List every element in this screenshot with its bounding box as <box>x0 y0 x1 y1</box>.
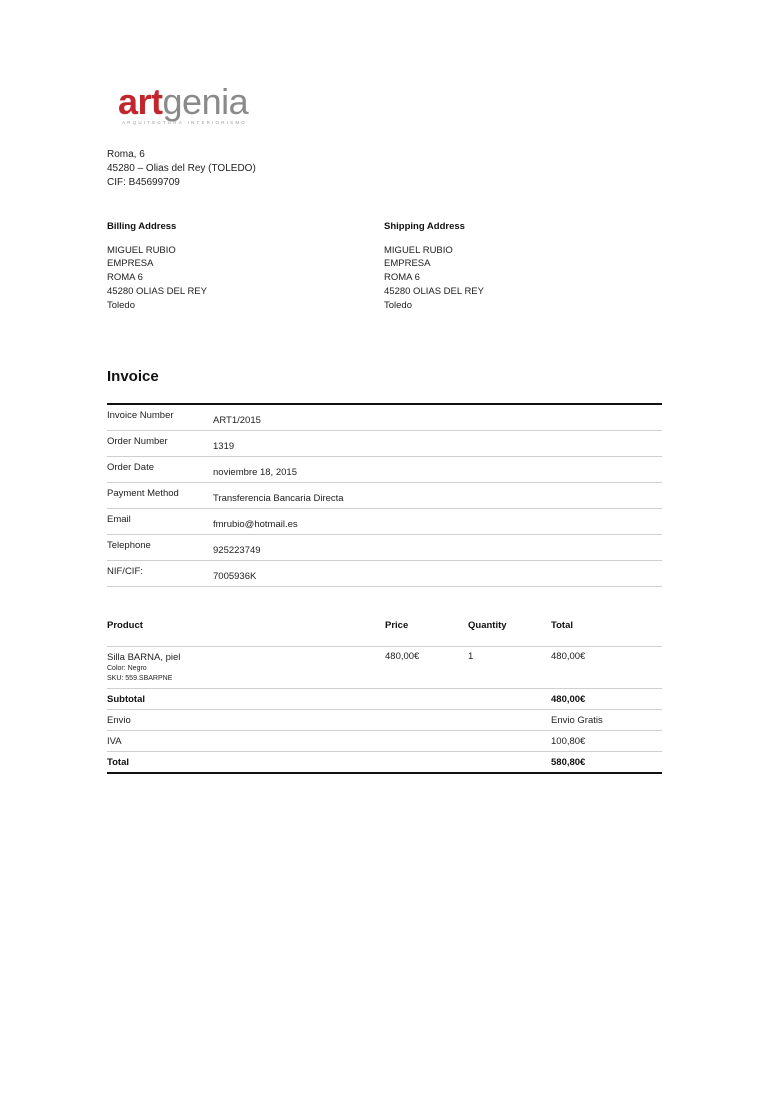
shipping-address-title: Shipping Address <box>384 221 465 232</box>
total-label: Total <box>107 756 129 768</box>
product-color: Color: Negro <box>107 665 147 672</box>
product-price: 480,00€ <box>385 651 420 662</box>
billing-address-line: EMPRESA <box>107 258 154 270</box>
store-address-line: Roma, 6 <box>107 149 145 160</box>
invoice-title: Invoice <box>107 368 159 385</box>
detail-label: Payment Method <box>107 488 179 499</box>
detail-label: NIF/CIF: <box>107 566 143 577</box>
detail-value: fmrubio@hotmail.es <box>213 519 298 530</box>
table-row <box>107 647 662 689</box>
billing-address-line: Toledo <box>107 299 135 311</box>
total-row <box>107 752 662 774</box>
detail-row-nif-cif <box>107 561 662 587</box>
shipping-address-line: EMPRESA <box>384 258 431 270</box>
detail-label: Order Number <box>107 436 168 447</box>
billing-address-line: 45280 OLIAS DEL REY <box>107 285 207 297</box>
detail-row-order-number <box>107 431 662 457</box>
detail-row-email <box>107 509 662 535</box>
total-value: 580,80€ <box>551 756 586 768</box>
detail-row-invoice-number <box>107 405 662 431</box>
product-sku: SKU: 559.SBARPNE <box>107 675 173 682</box>
subtotal-row <box>107 689 662 710</box>
header-total: Total <box>551 620 573 631</box>
shipping-row <box>107 710 662 731</box>
billing-address-line: MIGUEL RUBIO <box>107 244 176 256</box>
invoice-details-table <box>107 403 662 587</box>
header-quantity: Quantity <box>468 620 507 631</box>
detail-row-telephone <box>107 535 662 561</box>
billing-address-title: Billing Address <box>107 221 177 232</box>
billing-address-line: ROMA 6 <box>107 272 143 284</box>
product-total: 480,00€ <box>551 651 586 662</box>
tax-value: 100,80€ <box>551 735 586 747</box>
tax-label: IVA <box>107 735 122 747</box>
detail-value: 1319 <box>213 441 235 452</box>
shipping-address <box>384 220 634 312</box>
header-product: Product <box>107 620 143 631</box>
detail-value: 7005936K <box>213 571 257 582</box>
subtotal-label: Subtotal <box>107 693 145 705</box>
products-header-row <box>107 620 662 647</box>
tax-row <box>107 731 662 752</box>
shipping-label: Envio <box>107 714 131 726</box>
shipping-value: Envio Gratis <box>551 714 603 726</box>
shipping-address-line: Toledo <box>384 299 412 311</box>
detail-value: noviembre 18, 2015 <box>213 467 297 478</box>
subtotal-value: 480,00€ <box>551 693 586 705</box>
detail-label: Email <box>107 514 131 525</box>
header-price: Price <box>385 620 409 631</box>
detail-label: Invoice Number <box>107 410 174 421</box>
detail-value: 925223749 <box>213 545 261 556</box>
logo-tagline: ARQUITECTURA·INTERIORISMO <box>122 120 248 125</box>
detail-value: ART1/2015 <box>213 415 261 426</box>
store-cif: CIF: B45699709 <box>107 177 180 188</box>
detail-value: Transferencia Bancaria Directa <box>213 493 344 504</box>
company-logo <box>118 82 248 125</box>
product-quantity: 1 <box>468 651 474 662</box>
detail-label: Order Date <box>107 462 154 473</box>
product-name: Silla BARNA, piel <box>107 652 181 663</box>
product-cell <box>107 651 385 688</box>
logo-wordmark <box>118 82 248 122</box>
logo-genia: genia <box>162 81 249 122</box>
store-address-line: 45280 – Olias del Rey (TOLEDO) <box>107 163 256 174</box>
logo-art: art <box>118 81 163 122</box>
shipping-address-line: MIGUEL RUBIO <box>384 244 453 256</box>
shipping-address-line: ROMA 6 <box>384 272 420 284</box>
store-address <box>107 148 256 190</box>
shipping-address-line: 45280 OLIAS DEL REY <box>384 285 484 297</box>
detail-row-payment-method <box>107 483 662 509</box>
detail-row-order-date <box>107 457 662 483</box>
detail-label: Telephone <box>107 540 151 551</box>
billing-address <box>107 220 357 312</box>
products-table <box>107 620 662 774</box>
